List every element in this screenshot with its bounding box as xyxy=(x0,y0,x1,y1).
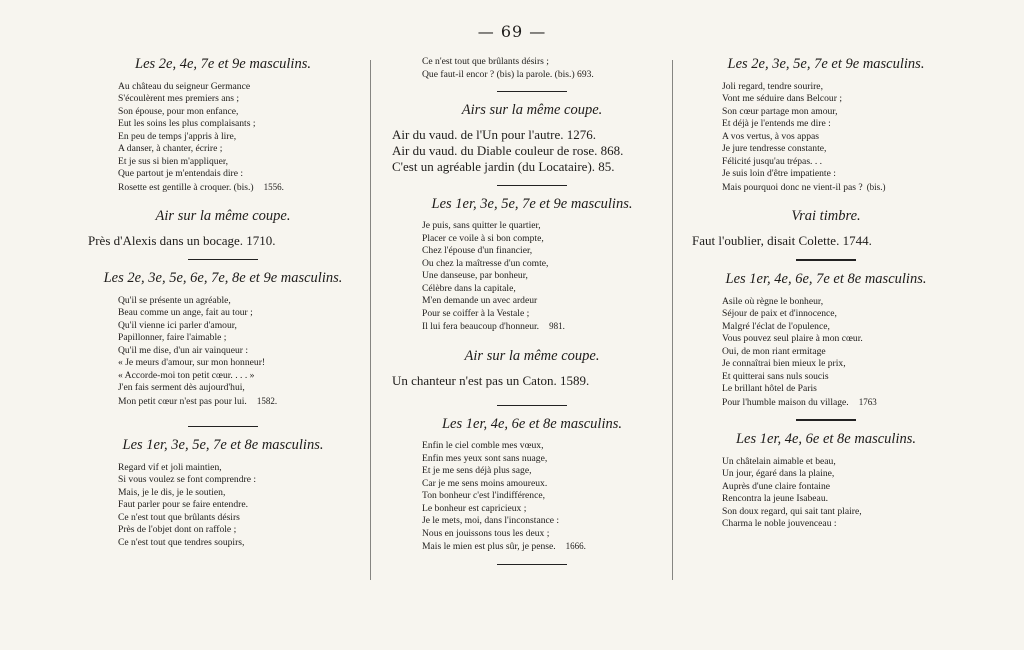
verse-line: Charma le noble jouvenceau : xyxy=(722,518,837,530)
verse-line: Que faut-il encor ? (bis) la parole. (bis.) 693. xyxy=(422,68,594,80)
bis-mark: (bis.) xyxy=(866,181,886,192)
verse-line: Son cœur partage mon amour, xyxy=(722,105,838,117)
song-number: 1556. xyxy=(263,181,284,192)
verse-line: Faut parler pour se faire entendre. xyxy=(118,499,248,511)
verse-line: « Accorde-moi ton petit cœur. . . . » xyxy=(118,369,255,381)
verse-line: Je suis loin d'être impatiente : xyxy=(722,168,836,180)
air-title: Air du vaud. du Diable couleur de rose. 868. xyxy=(392,142,624,158)
verse-line: Que partout je m'entendais dire : xyxy=(118,168,244,180)
verse-line: Le bonheur est capricieux ; xyxy=(422,502,527,514)
section-heading: Les 2e, 4e, 7e et 9e masculins. xyxy=(135,56,311,72)
right-column xyxy=(692,56,960,531)
verse-line: Je jure tendresse constante, xyxy=(722,143,827,155)
section-heading: Les 2e, 3e, 5e, 6e, 7e, 8e et 9e masculins. xyxy=(103,269,343,286)
verse-line: Pour l'humble maison du village. 1763 xyxy=(722,396,877,408)
verse-block xyxy=(392,440,672,554)
verse-line: Auprès d'une claire fontaine xyxy=(722,480,831,492)
section-heading: Les 1er, 4e, 6e, 7e et 8e masculins. xyxy=(725,270,927,287)
column-divider-left xyxy=(370,60,371,580)
verse-line: Ton bonheur c'est l'indifférence, xyxy=(422,490,546,502)
verse-line: Joli regard, tendre sourire, xyxy=(722,80,823,92)
verse-line: Son doux regard, qui sait tant plaire, xyxy=(722,505,862,517)
left-column xyxy=(88,56,358,549)
verse-block xyxy=(392,56,672,81)
verse-line: Qu'il me dise, d'un air vainqueur : xyxy=(118,344,249,356)
verse-line: Séjour de paix et d'innocence, xyxy=(722,308,837,320)
verse-line: Près de l'objet dont on raffole ; xyxy=(118,524,237,536)
verse-line: Ce n'est tout que brûlants désirs xyxy=(118,511,240,523)
verse-line: Rosette est gentille à croquer. (bis.) 1556. xyxy=(118,181,284,193)
separator-rule xyxy=(796,259,856,261)
verse-line: Je connaîtrai bien mieux le prix, xyxy=(722,358,846,370)
verse-line: Car je me sens moins amoureux. xyxy=(422,477,548,489)
verse-line: Félicité jusqu'au trépas. . . xyxy=(722,155,823,167)
section-heading: Airs sur la même coupe. xyxy=(461,102,603,118)
section-heading: Vrai timbre. xyxy=(791,208,861,225)
verse-block xyxy=(392,220,672,334)
middle-column xyxy=(392,56,672,575)
section-heading: Les 1er, 3e, 5e, 7e et 9e masculins. xyxy=(431,195,633,212)
verse-line: Mon petit cœur n'est pas pour lui. 1582. xyxy=(118,395,278,407)
verse-line: Son épouse, pour mon enfance, xyxy=(118,105,239,117)
verse-line: Eut les soins les plus complaisants ; xyxy=(118,118,256,130)
air-title: Un chanteur n'est pas un Caton. 1589. xyxy=(392,372,590,388)
verse-line: Malgré l'éclat de l'opulence, xyxy=(722,320,830,332)
verse-line: Qu'il vienne ici parler d'amour, xyxy=(118,319,237,331)
verse-line: Beau comme un ange, fait au tour ; xyxy=(118,307,253,319)
song-number: 1666. xyxy=(565,541,586,552)
verse-line: Et quitterai sans nuls soucis xyxy=(722,370,829,382)
verse-line: Je le mets, moi, dans l'inconstance : xyxy=(422,515,560,527)
verse-line: J'en fais serment dès aujourd'hui, xyxy=(118,382,245,394)
verse-line: Vont me séduire dans Belcour ; xyxy=(722,93,842,105)
verse-line: Qu'il se présente un agréable, xyxy=(118,294,231,306)
verse-line: M'en demande un avec ardeur xyxy=(422,295,538,307)
verse-block xyxy=(88,81,358,195)
verse-block xyxy=(692,296,960,410)
verse-line: Au château du seigneur Germance xyxy=(118,80,251,92)
verse-block xyxy=(692,81,960,195)
verse-line: Un châtelain aimable et beau, xyxy=(722,455,836,467)
section-heading: Les 1er, 3e, 5e, 7e et 8e masculins. xyxy=(122,437,324,454)
air-title: Air du vaud. de l'Un pour l'autre. 1276. xyxy=(392,126,596,142)
verse-block xyxy=(88,295,358,409)
verse-line: Ce n'est tout que brûlants désirs ; xyxy=(422,56,549,67)
verse-line: En peu de temps j'appris à lire, xyxy=(118,130,237,142)
verse-line: Célèbre dans la capitale, xyxy=(422,282,516,294)
section-heading: Les 1er, 4e, 6e et 8e masculins. xyxy=(735,431,916,448)
song-number: 981. xyxy=(549,321,565,332)
verse-line: Rencontra la jeune Isabeau. xyxy=(722,493,829,505)
separator-rule xyxy=(497,185,567,186)
verse-line: Pour se coiffer à la Vestale ; xyxy=(422,307,530,319)
section-heading: Air sur la même coupe. xyxy=(155,208,291,225)
verse-line: Papillonner, faire l'aimable ; xyxy=(118,332,227,344)
verse-line: Oui, de mon riant ermitage xyxy=(722,345,826,357)
verse-line: A vos vertus, à vos appas xyxy=(722,130,819,142)
separator-rule xyxy=(796,419,856,421)
air-title: Près d'Alexis dans un bocage. 1710. xyxy=(88,232,276,248)
verse-line: Un jour, égaré dans la plaine, xyxy=(722,468,835,480)
verse-line: Mais pourquoi donc ne vient-il pas ? (bis.) xyxy=(722,181,886,193)
page-number: — 69 — xyxy=(477,22,547,41)
verse-line: S'écoulèrent mes premiers ans ; xyxy=(118,93,240,105)
air-title: C'est un agréable jardin (du Locataire). 85. xyxy=(392,158,615,174)
separator-rule xyxy=(497,91,567,92)
song-number: 1582. xyxy=(256,395,278,406)
separator-rule xyxy=(497,405,567,406)
verse-line: Si vous voulez se font comprendre : xyxy=(118,474,257,486)
section-heading: Les 1er, 4e, 6e et 8e masculins. xyxy=(441,415,622,432)
column-divider-right xyxy=(672,60,673,580)
section-heading: Les 2e, 3e, 5e, 7e et 9e masculins. xyxy=(727,56,925,72)
verse-line: Enfin mes yeux sont sans nuage, xyxy=(422,452,548,464)
verse-line: Regard vif et joli maintien, xyxy=(118,461,222,473)
verse-line: « Je meurs d'amour, sur mon honneur! xyxy=(118,357,266,369)
verse-line: Enfin le ciel comble mes vœux, xyxy=(422,440,544,452)
verse-block xyxy=(88,462,358,550)
verse-line: Et déjà je l'entends me dire : xyxy=(722,118,831,130)
verse-line: Le brillant hôtel de Paris xyxy=(722,383,817,395)
separator-rule xyxy=(497,564,567,565)
verse-line: Placer ce voile à si bon compte, xyxy=(422,232,544,244)
verse-block xyxy=(692,456,960,531)
separator-rule xyxy=(188,426,258,427)
verse-line: Ce n'est tout que tendres soupirs, xyxy=(118,536,245,548)
verse-line: Chez l'épouse d'un financier, xyxy=(422,245,533,257)
verse-line: Vous pouvez seul plaire à mon cœur. xyxy=(722,333,863,345)
verse-line: A danser, à chanter, écrire ; xyxy=(118,143,223,155)
verse-line: Une danseuse, par bonheur, xyxy=(422,270,528,282)
verse-line: Et je me sens déjà plus sage, xyxy=(422,465,532,477)
verse-line: Mais le mien est plus sûr, je pense. 1666. xyxy=(422,541,586,553)
song-number: 1763 xyxy=(858,396,877,407)
verse-line: Mais, je le dis, je le soutien, xyxy=(118,486,226,498)
section-heading: Air sur la même coupe. xyxy=(464,347,600,364)
verse-line: Nous en jouissons tous les deux ; xyxy=(422,527,550,539)
verse-line: Asile où règne le bonheur, xyxy=(722,295,824,307)
separator-rule xyxy=(188,259,258,260)
air-title: Faut l'oublier, disait Colette. 1744. xyxy=(692,232,872,248)
verse-line: Il lui fera beaucoup d'honneur. 981. xyxy=(422,321,565,333)
verse-line: Ou chez la maîtresse d'un comte, xyxy=(422,257,549,269)
verse-line: Et je sus si bien m'appliquer, xyxy=(118,155,229,167)
verse-line: Je puis, sans quitter le quartier, xyxy=(422,220,541,232)
